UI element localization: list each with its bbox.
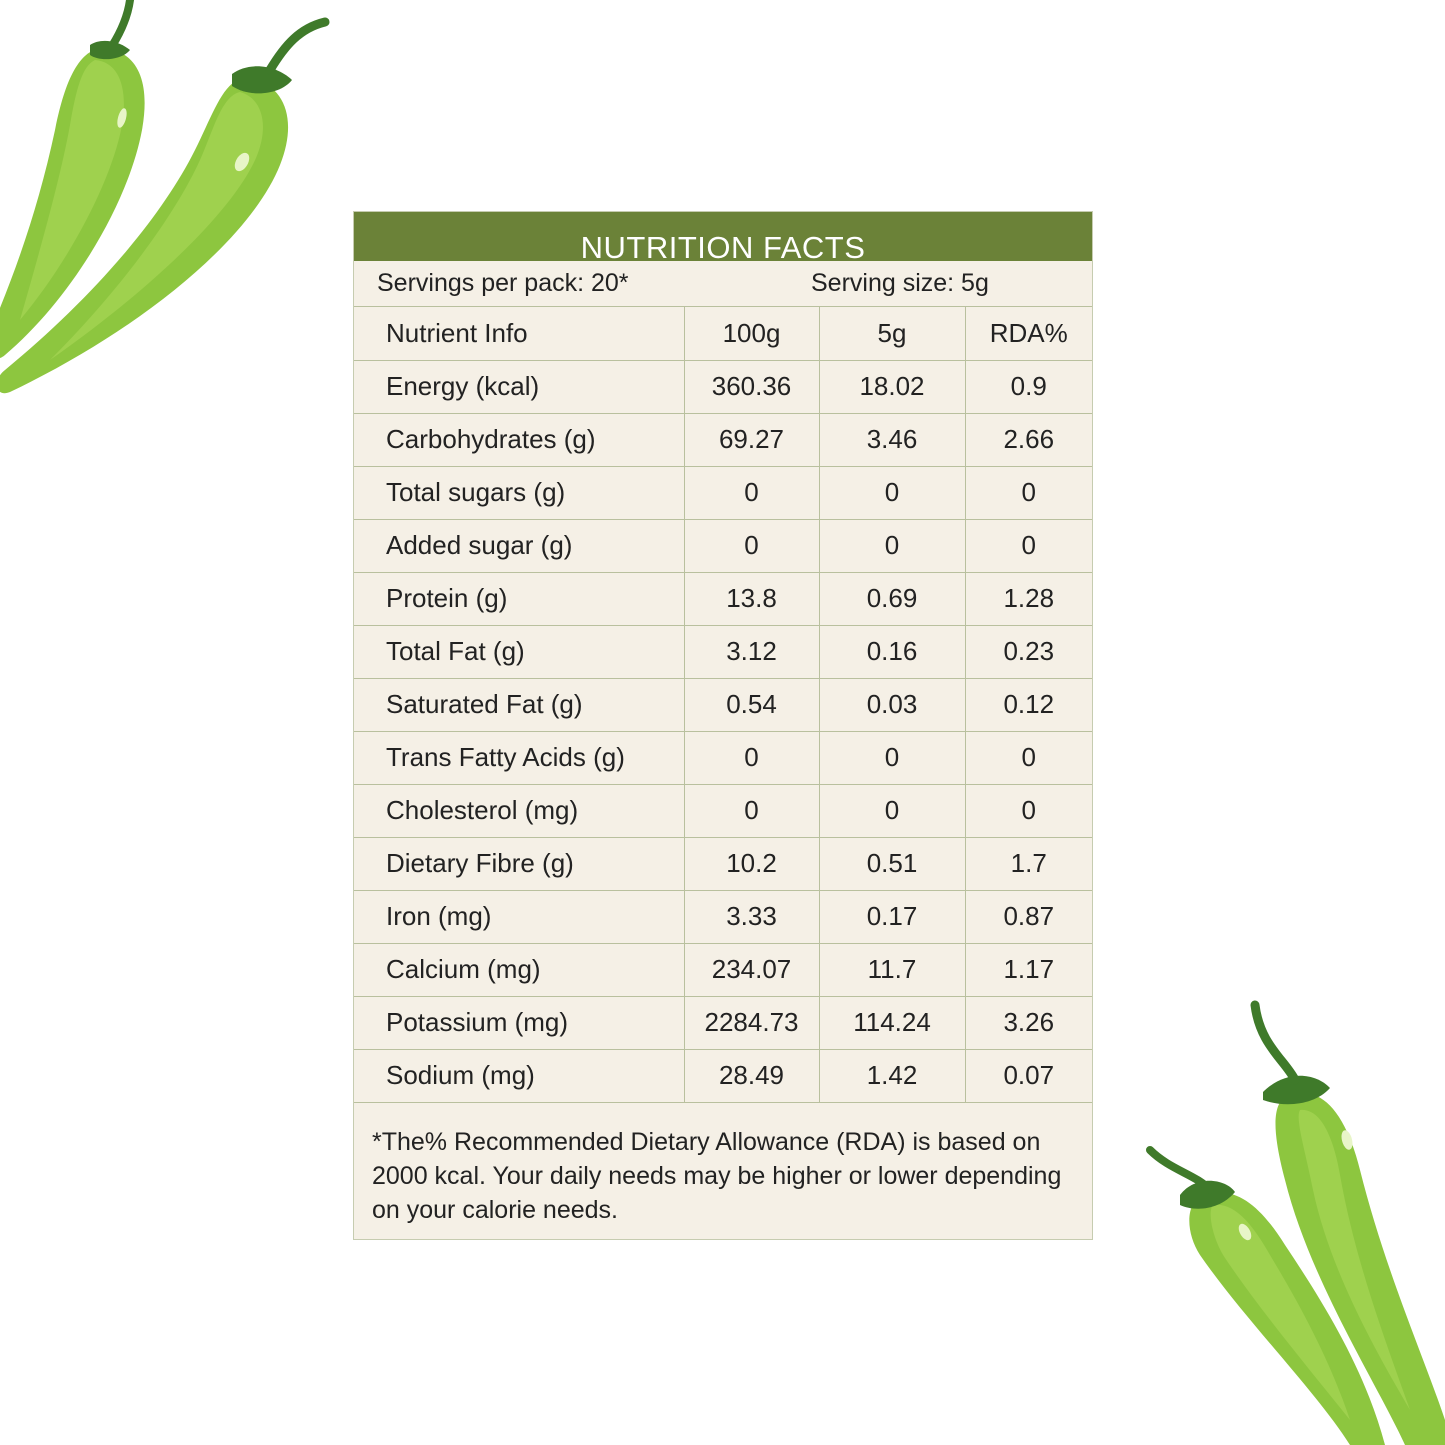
nutrient-name: Sodium (mg) bbox=[354, 1049, 684, 1102]
nutrient-name: Added sugar (g) bbox=[354, 519, 684, 572]
value-per-100g: 360.36 bbox=[684, 360, 819, 413]
value-per-5g: 0.16 bbox=[819, 625, 965, 678]
value-per-5g: 18.02 bbox=[819, 360, 965, 413]
table-row bbox=[354, 678, 1092, 731]
nutrient-name: Total Fat (g) bbox=[354, 625, 684, 678]
table-row bbox=[354, 837, 1092, 890]
value-per-5g: 0 bbox=[819, 519, 965, 572]
value-per-100g: 234.07 bbox=[684, 943, 819, 996]
value-per-100g: 0 bbox=[684, 784, 819, 837]
nutrient-name: Total sugars (g) bbox=[354, 466, 684, 519]
nutrient-table bbox=[354, 307, 1092, 1103]
table-row bbox=[354, 784, 1092, 837]
value-per-100g: 69.27 bbox=[684, 413, 819, 466]
nutrient-name: Carbohydrates (g) bbox=[354, 413, 684, 466]
value-per-100g: 0 bbox=[684, 466, 819, 519]
rda-percent: 3.26 bbox=[965, 996, 1092, 1049]
green-chili-icon bbox=[1135, 1000, 1445, 1445]
table-row bbox=[354, 731, 1092, 784]
value-per-5g: 0.17 bbox=[819, 890, 965, 943]
nutrient-name: Iron (mg) bbox=[354, 890, 684, 943]
table-header-row bbox=[354, 307, 1092, 360]
nutrient-name: Protein (g) bbox=[354, 572, 684, 625]
table-row bbox=[354, 466, 1092, 519]
value-per-5g: 0 bbox=[819, 784, 965, 837]
value-per-5g: 3.46 bbox=[819, 413, 965, 466]
column-header-nutrient: Nutrient Info bbox=[354, 307, 684, 360]
value-per-5g: 0 bbox=[819, 466, 965, 519]
value-per-100g: 10.2 bbox=[684, 837, 819, 890]
table-row bbox=[354, 943, 1092, 996]
rda-percent: 0.9 bbox=[965, 360, 1092, 413]
nutrient-name: Potassium (mg) bbox=[354, 996, 684, 1049]
table-row bbox=[354, 572, 1092, 625]
rda-percent: 1.17 bbox=[965, 943, 1092, 996]
rda-percent: 0 bbox=[965, 784, 1092, 837]
value-per-100g: 0.54 bbox=[684, 678, 819, 731]
nutrient-name: Trans Fatty Acids (g) bbox=[354, 731, 684, 784]
column-header-100g: 100g bbox=[684, 307, 819, 360]
value-per-100g: 13.8 bbox=[684, 572, 819, 625]
table-row bbox=[354, 360, 1092, 413]
value-per-100g: 0 bbox=[684, 731, 819, 784]
value-per-5g: 0.69 bbox=[819, 572, 965, 625]
table-row bbox=[354, 625, 1092, 678]
rda-percent: 1.28 bbox=[965, 572, 1092, 625]
value-per-100g: 3.33 bbox=[684, 890, 819, 943]
value-per-5g: 11.7 bbox=[819, 943, 965, 996]
table-row bbox=[354, 519, 1092, 572]
value-per-100g: 28.49 bbox=[684, 1049, 819, 1102]
rda-percent: 1.7 bbox=[965, 837, 1092, 890]
rda-percent: 0 bbox=[965, 731, 1092, 784]
nutrient-name: Cholesterol (mg) bbox=[354, 784, 684, 837]
table-row bbox=[354, 413, 1092, 466]
nutrient-name: Energy (kcal) bbox=[354, 360, 684, 413]
rda-percent: 0.12 bbox=[965, 678, 1092, 731]
value-per-5g: 1.42 bbox=[819, 1049, 965, 1102]
serving-info-row bbox=[354, 261, 1092, 307]
table-row bbox=[354, 996, 1092, 1049]
nutrient-name: Calcium (mg) bbox=[354, 943, 684, 996]
rda-percent: 0.23 bbox=[965, 625, 1092, 678]
column-header-5g: 5g bbox=[819, 307, 965, 360]
servings-per-pack: Servings per pack: 20* bbox=[377, 269, 629, 297]
value-per-5g: 0 bbox=[819, 731, 965, 784]
value-per-5g: 0.51 bbox=[819, 837, 965, 890]
rda-percent: 0 bbox=[965, 519, 1092, 572]
nutrient-name: Saturated Fat (g) bbox=[354, 678, 684, 731]
rda-percent: 0.07 bbox=[965, 1049, 1092, 1102]
column-header-rda: RDA% bbox=[965, 307, 1092, 360]
table-row bbox=[354, 890, 1092, 943]
rda-footnote: *The% Recommended Dietary Allowance (RDA) is based on 2000 kcal. Your daily needs may be higher or lower depending on your calorie needs. bbox=[372, 1127, 1062, 1224]
value-per-5g: 114.24 bbox=[819, 996, 965, 1049]
nutrition-facts-header bbox=[354, 212, 1092, 265]
rda-percent: 0.87 bbox=[965, 890, 1092, 943]
value-per-100g: 3.12 bbox=[684, 625, 819, 678]
nutrient-name: Dietary Fibre (g) bbox=[354, 837, 684, 890]
value-per-5g: 0.03 bbox=[819, 678, 965, 731]
rda-percent: 0 bbox=[965, 466, 1092, 519]
table-row bbox=[354, 1049, 1092, 1102]
rda-percent: 2.66 bbox=[965, 413, 1092, 466]
value-per-100g: 2284.73 bbox=[684, 996, 819, 1049]
serving-size: Serving size: 5g bbox=[811, 269, 989, 297]
value-per-100g: 0 bbox=[684, 519, 819, 572]
nutrition-facts-panel bbox=[353, 211, 1093, 1240]
green-chili-icon bbox=[0, 0, 340, 400]
panel-title: NUTRITION FACTS bbox=[580, 230, 866, 265]
